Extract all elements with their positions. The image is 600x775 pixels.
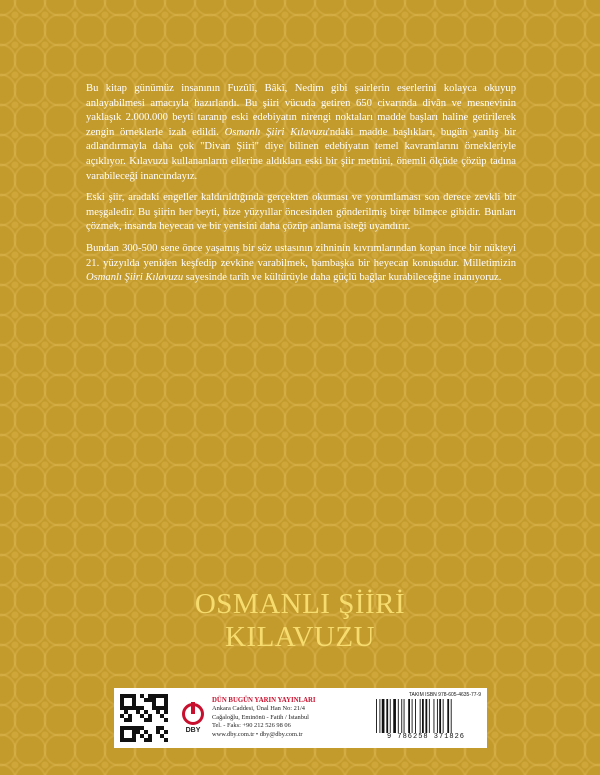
publisher-address-line-2: Cağaloğlu, Eminönü - Fatih / İstanbul <box>212 713 309 721</box>
publisher-name: DÜN BUGÜN YARIN YAYINLARI <box>212 696 316 704</box>
paragraph-text: sayesinde tarih ve kültürüyle daha güçlü bağlar kurabileceğine inanıyoruz. <box>183 272 502 284</box>
paragraph-text: Bu kitap günümüz insanının Fuzûlî, Bâkî, Nedim gibi şairlerin eserlerini kolayca okuyup anlayabilmesi amacıyla hazırlandı. Bu şiiri vücuda getiren 650 civarında divân ve mesnevinin yaklaşık 2.000.000 beyti taranıp eski edebiyatın nirengi noktaları madde başları haline getirilerek zengin örneklerle izah edildi. <box>86 83 516 138</box>
book-title-italic: Osmanlı Şiiri Kılavuzu <box>86 272 184 284</box>
publisher-address-line-1: Ankara Caddesi, Ünal Han No: 21/4 <box>212 705 305 713</box>
book-title-italic: Osmanlı Şiiri Kılavuzu <box>224 126 328 138</box>
book-title-line-1: OSMANLI ŞİİRİ <box>194 588 406 620</box>
paragraph <box>86 242 516 286</box>
barcode-icon <box>374 699 478 733</box>
book-title-line-2: KILAVUZU <box>224 621 376 653</box>
publisher-info-box <box>114 688 487 748</box>
paragraph-text: Bundan 300-500 sene önce yaşamış bir söz ustasının zihninin kıvrımlarından kopan ince bir nükteyi 21. yüzyılda yeniden keşfedip zevkine varabilmek, bambaşka bir heyecan konusudur. Milletimizin <box>86 242 516 269</box>
isbn-barcode-block <box>371 692 481 744</box>
qr-code-icon <box>120 694 168 742</box>
isbn-label: TAKIM ISBN 978-605-4635-77-9 <box>408 692 481 698</box>
paragraph-text: Eski şiir, aradaki engeller kaldırıldığında gerçekten okuması ve yorumlaması son derece zevkli bir meşgaledir. Bu şiirin her beyti, bize yüzyıllar öncesinden gönderilmiş birer bilmece gibidir. Bunları çözmek, insanda heyecan ve bir yenisini daha çözüp anlama isteği uyandırır. <box>86 192 516 233</box>
publisher-logo-text: DBY <box>185 726 201 734</box>
paragraph-text: 'ndaki madde başlıkları, bugün yanlış bir adlandırmayla daha çok "Divan Şiiri" diye bilinen edebiyatın temel kavramlarını örnekleriyle açıklıyor. Kılavuzu kullananların ellerine aldıkları eski bir şiir metnini, önemli ölçüde çözüp tadına varabileceği inancındayız. <box>86 126 516 182</box>
paragraph <box>86 82 516 184</box>
book-title <box>0 588 600 654</box>
publisher-address <box>212 697 352 739</box>
publisher-logo <box>180 694 206 742</box>
back-cover-text <box>86 82 516 293</box>
paragraph <box>86 191 516 235</box>
isbn-number: 9 786258 371826 <box>386 733 465 741</box>
publisher-phone: Tel. - Faks: +90 212 526 98 06 <box>212 722 291 730</box>
publisher-logo-icon <box>182 703 204 725</box>
publisher-web: www.dby.com.tr • dby@dby.com.tr <box>212 730 303 738</box>
